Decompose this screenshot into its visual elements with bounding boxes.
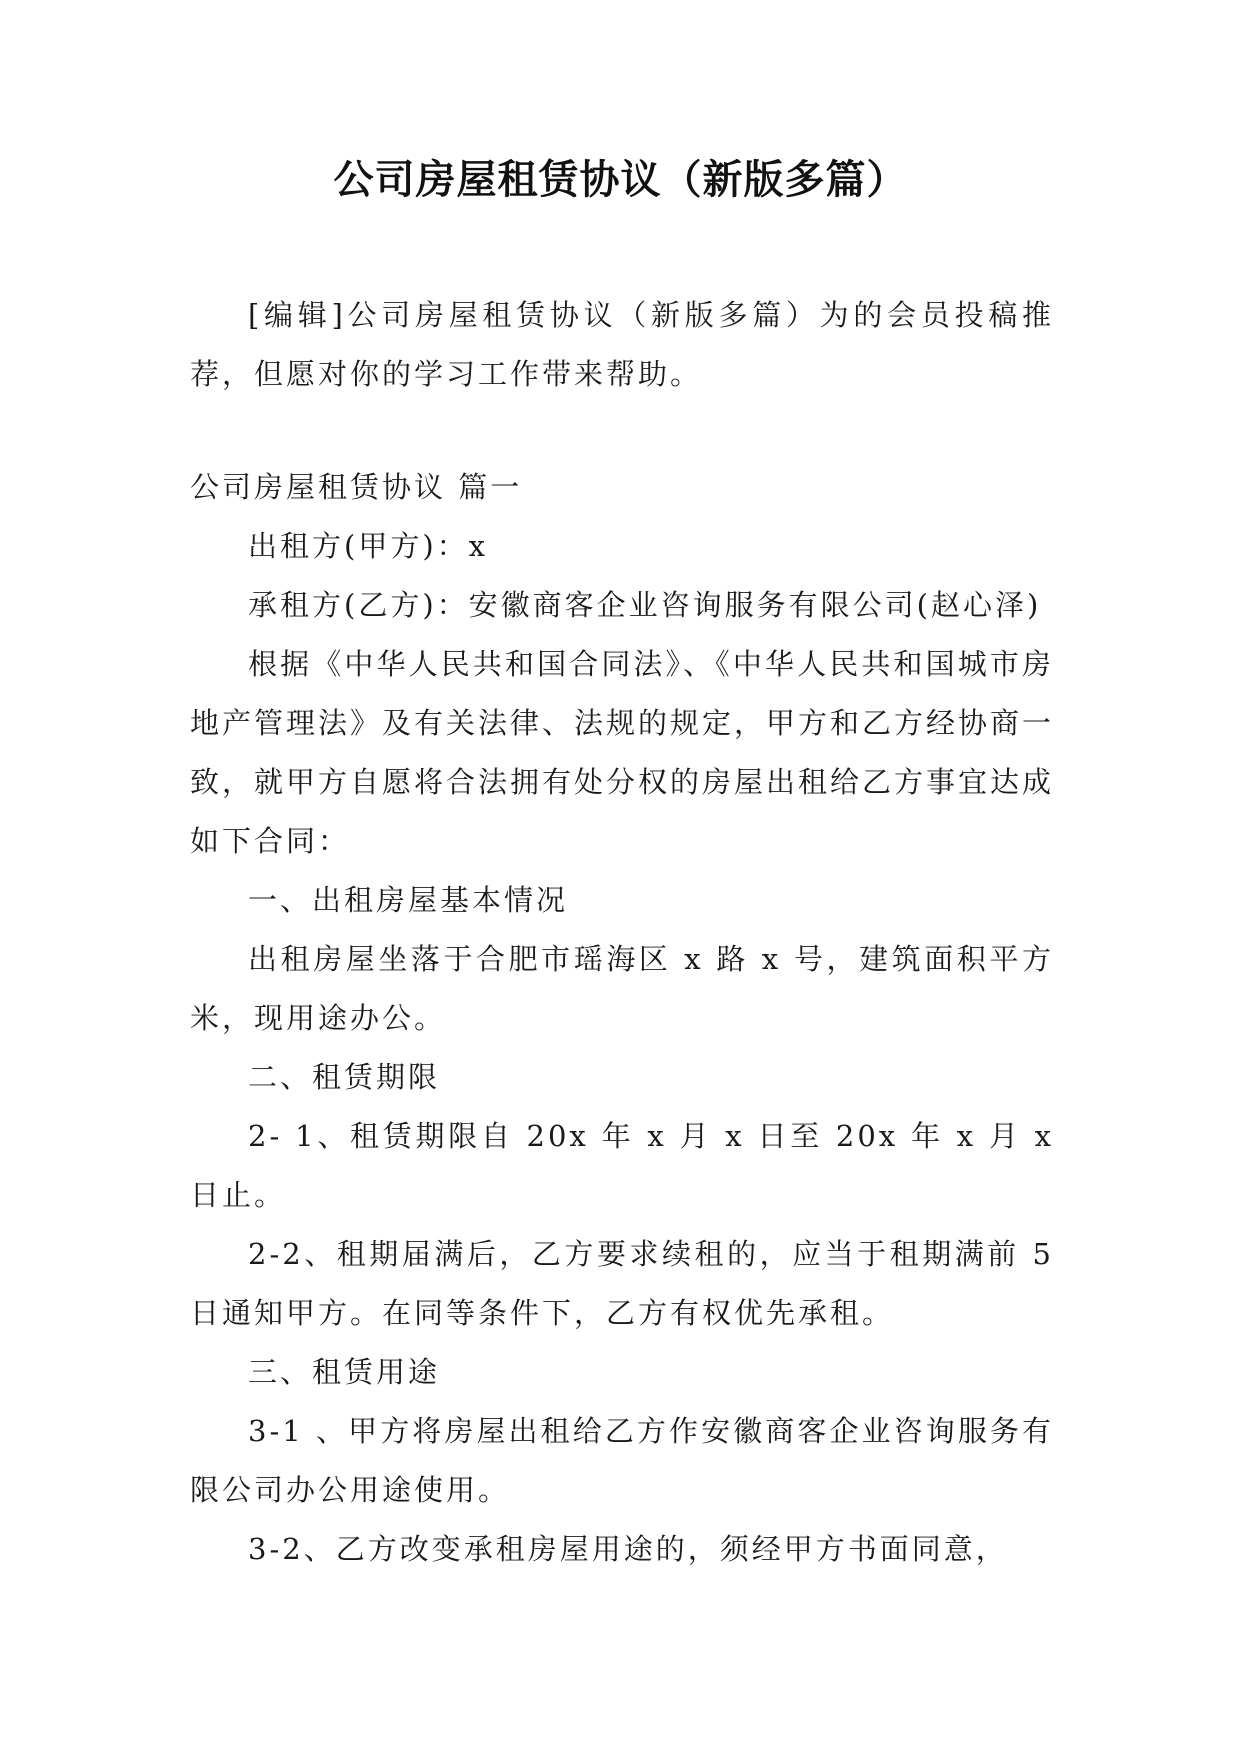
lessee-line: 承租方(乙方)：安徽商客企业咨询服务有限公司(赵心泽) — [248, 588, 1042, 622]
clause-2-1-text: 2- 1、租赁期限自 20x 年 x 月 x 日至 20x 年 x 月 x 日止。 — [190, 1119, 1054, 1212]
document-body — [190, 286, 1054, 1579]
clause-heading-2: 二、租赁期限 — [248, 1060, 441, 1094]
section-title-part-one: 公司房屋租赁协议 篇一 — [190, 470, 523, 504]
intro-paragraph: [编辑]公司房屋租赁协议（新版多篇）为的会员投稿推荐，但愿对你的学习工作带来帮助。 — [190, 298, 1054, 391]
clause-2-2-text: 2-2、租期届满后，乙方要求续租的，应当于租期满前 5 日通知甲方。在同等条件下，乙方有权优先承租。 — [190, 1237, 1054, 1330]
lessor-line: 出租方(甲方)：x — [248, 529, 488, 563]
clause-3-2-text: 3-2、乙方改变承租房屋用途的，须经甲方书面同意， — [248, 1532, 1008, 1566]
clause-1-text: 出租房屋坐落于合肥市瑶海区 x 路 x 号，建筑面积平方米，现用途办公。 — [190, 942, 1054, 1035]
clause-3-1-text: 3-1 、甲方将房屋出租给乙方作安徽商客企业咨询服务有限公司办公用途使用。 — [190, 1414, 1054, 1507]
legal-basis-paragraph: 根据《中华人民共和国合同法》、《中华人民共和国城市房地产管理法》及有关法律、法规的规定，甲方和乙方经协商一致，就甲方自愿将合法拥有处分权的房屋出租给乙方事宜达成如下合同： — [190, 647, 1055, 858]
clause-heading-1: 一、出租房屋基本情况 — [248, 883, 569, 917]
document-title: 公司房屋租赁协议（新版多篇） — [333, 157, 908, 203]
clause-heading-3: 三、租赁用途 — [248, 1355, 441, 1389]
